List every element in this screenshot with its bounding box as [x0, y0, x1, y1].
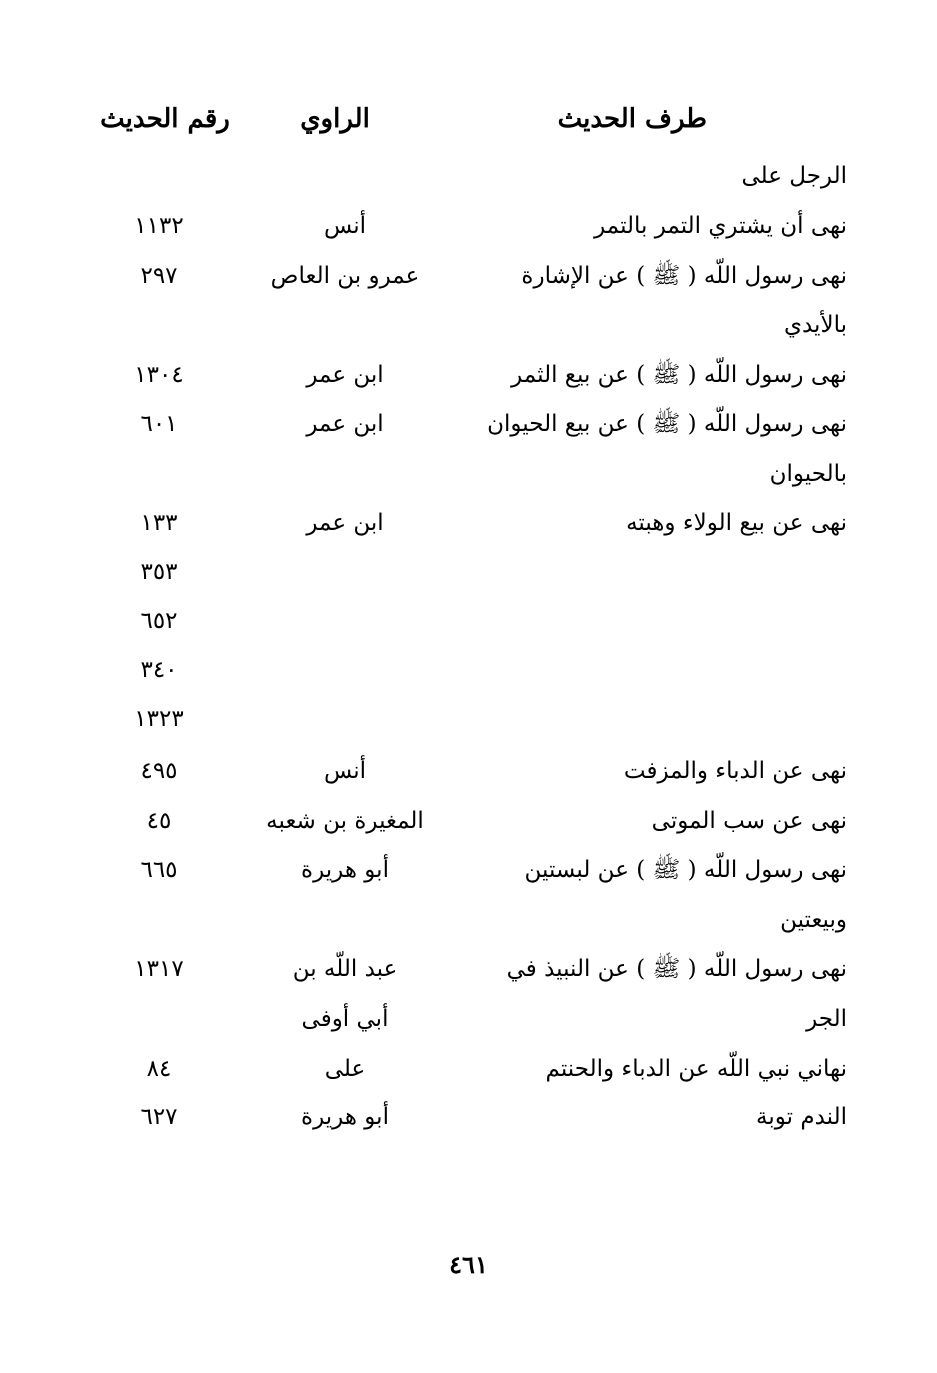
table-row — [0, 847, 937, 893]
hadith-text: الندم توبة — [756, 1104, 847, 1130]
hadith-text: نهى عن سب الموتى — [651, 808, 847, 834]
table-row — [0, 1046, 937, 1092]
hadith-number: ٤٥ — [146, 808, 172, 834]
hadith-number: ١٣١٧ — [134, 956, 184, 982]
hadith-text: الجر — [806, 1006, 847, 1032]
hadith-text: وبيعتين — [780, 907, 847, 933]
hadith-number: ٢٩٧ — [140, 263, 178, 289]
hadith-text: نهاني نبي اللّه عن الدباء والحنتم — [545, 1056, 847, 1082]
table-row — [0, 946, 937, 992]
hadith-text: نهى رسول اللّه ( ﷺ ) عن النبيذ في — [506, 956, 847, 982]
hadith-text: بالحيوان — [769, 461, 847, 487]
column-header-narrator: الراوي — [300, 104, 370, 134]
column-header-hadith: طرف الحديث — [557, 104, 707, 134]
hadith-number: ٦٢٧ — [140, 1104, 178, 1130]
table-header — [0, 96, 937, 142]
table-row — [0, 798, 937, 844]
hadith-text: نهى أن يشتري التمر بالتمر — [594, 213, 847, 239]
hadith-number: ١١٣٢ — [134, 213, 184, 239]
table-row — [0, 598, 937, 644]
narrator: على — [324, 1056, 366, 1082]
narrator: ابن عمر — [306, 362, 384, 388]
hadith-number: ٤٩٥ — [140, 758, 178, 784]
narrator: ابن عمر — [306, 510, 384, 536]
table-row — [0, 897, 937, 943]
hadith-number: ٦٠١ — [140, 411, 178, 437]
narrator: المغيرة بن شعبه — [266, 808, 424, 834]
hadith-number: ١٣٣ — [140, 510, 178, 536]
narrator: أنس — [323, 758, 367, 784]
narrator: ابن عمر — [306, 411, 384, 437]
table-row — [0, 253, 937, 299]
hadith-number: ٦٥٢ — [140, 608, 178, 634]
hadith-text: نهى رسول اللّه ( ﷺ ) عن لبستين — [524, 857, 847, 883]
table-row — [0, 696, 937, 742]
hadith-number: ٨٤ — [146, 1056, 172, 1082]
table-row — [0, 401, 937, 447]
narrator: أبو هريرة — [301, 1104, 389, 1130]
table-row — [0, 500, 937, 546]
column-header-number: رقم الحديث — [100, 104, 230, 134]
narrator: عمرو بن العاص — [270, 263, 420, 289]
table-row — [0, 1094, 937, 1140]
narrator: عبد اللّه بن — [292, 956, 398, 982]
table-row — [0, 549, 937, 595]
hadith-text: نهى عن الدباء والمزفت — [623, 758, 847, 784]
hadith-number: ٣٤٠ — [140, 657, 178, 683]
hadith-number: ١٣٢٣ — [134, 706, 184, 732]
hadith-text: نهى رسول اللّه ( ﷺ ) عن بيع الثمر — [511, 362, 847, 388]
hadith-text: نهى عن بيع الولاء وهبته — [626, 510, 847, 536]
page-number: ٤٦١ — [449, 1250, 488, 1279]
hadith-text: نهى رسول اللّه ( ﷺ ) عن الإشارة — [521, 263, 847, 289]
table-row — [0, 352, 937, 398]
hadith-number: ٣٥٣ — [140, 559, 178, 585]
table-row — [0, 748, 937, 794]
hadith-number: ٦٦٥ — [140, 857, 178, 883]
table-row — [0, 451, 937, 497]
table-row — [0, 302, 937, 348]
table-row — [0, 996, 937, 1042]
table-row — [0, 153, 937, 199]
narrator: أبو هريرة — [301, 857, 389, 883]
narrator: أبي أوفى — [301, 1006, 389, 1032]
hadith-text: بالأيدي — [783, 312, 847, 338]
narrator: أنس — [323, 213, 367, 239]
hadith-text: نهى رسول اللّه ( ﷺ ) عن بيع الحيوان — [487, 411, 847, 437]
hadith-number: ١٣٠٤ — [134, 362, 184, 388]
table-row — [0, 647, 937, 693]
table-row — [0, 203, 937, 249]
hadith-text: الرجل على — [741, 163, 847, 189]
